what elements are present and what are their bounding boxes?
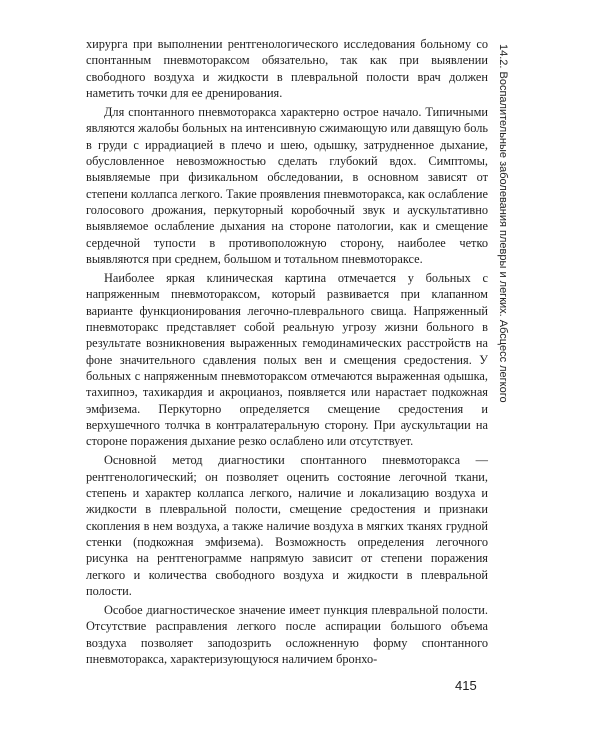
paragraph-diagnostics: Основной метод диагностики спонтанного пневмоторакса — рентгенологический; он позволяет оценить состояние легочной ткани, степень и характер коллапса легкого, наличие и локализацию воздуха и жидкости в плевральной полости, смещение средостения и признаки скопления в нем воздуха, а также наличие воздуха в мягких тканях грудной стенки (подкожная эмфизема). Возможность определения легочного рисунка на рентгенограмме напрямую зависит от степени поражения легкого и количества свободного воздуха и жидкости в плевральной полости. <box>86 453 488 598</box>
page-body <box>86 36 488 667</box>
running-head-text: 14.2. Воспалительные заболевания плевры и легких. Абсцесс легкого <box>497 44 509 403</box>
running-head <box>494 44 514 444</box>
paragraph-tension-pneumothorax: Наиболее яркая клиническая картина отмечается у больных с напряженным пневмотораксом, который развивается при клапанном варианте функционирования легочно-плеврального свища. Напряженный пневмоторакс представляет собой реальную угрозу жизни больного в результате возникновения выраженных гемодинамических расстройств на фоне значительного сдавления полых вен и смещения средостения. У больных с напряженным пневмотораксом отмечаются выраженная одышка, тахипноэ, тахикардия и акроцианоз, появляется или нарастает подкожная эмфизема. Перкуторно определяется смещение средостения и верхушечного толчка в контралатеральную сторону. При аускультации на стороне поражения дыхание резко ослаблено или отсутствует. <box>86 271 488 449</box>
paragraph-continuation: хирурга при выполнении рентгенологического исследования больному со спонтанным пневмотораксом обязательно, так как при выявлении свободного воздуха и жидкости в плевральной полости врач должен наметить точки для ее дренирования. <box>86 37 488 100</box>
page-number: 415 <box>455 678 477 693</box>
paragraph-pleural-puncture: Особое диагностическое значение имеет пункция плевральной полости. Отсутствие расправления легкого после аспирации большого объема воздуха позволяет заподозрить осложненную форму спонтанного пневмоторакса, характеризующуюся наличием бронхо- <box>86 603 488 666</box>
paragraph-onset-symptoms: Для спонтанного пневмоторакса характерно острое начало. Типичными являются жалобы больных на интенсивную сжимающую или давящую боль в груди с иррадиацией в плечо и шею, одышку, затрудненное дыхание, обусловленное невозможностью сделать глубокий вдох. Симптомы, выявляемые при физикальном обследовании, в основном зависят от степени коллапса легкого. Такие проявления пневмоторакса, как ослабление голосового дрожания, перкуторный коробочный звук и аускультативно выявляемое ослабление дыхания на стороне патологии, как и смещение сердечной тупости в противоположную сторону, наиболее четко выявляются при среднем, большом и тотальном пневмотораксе. <box>86 105 488 266</box>
